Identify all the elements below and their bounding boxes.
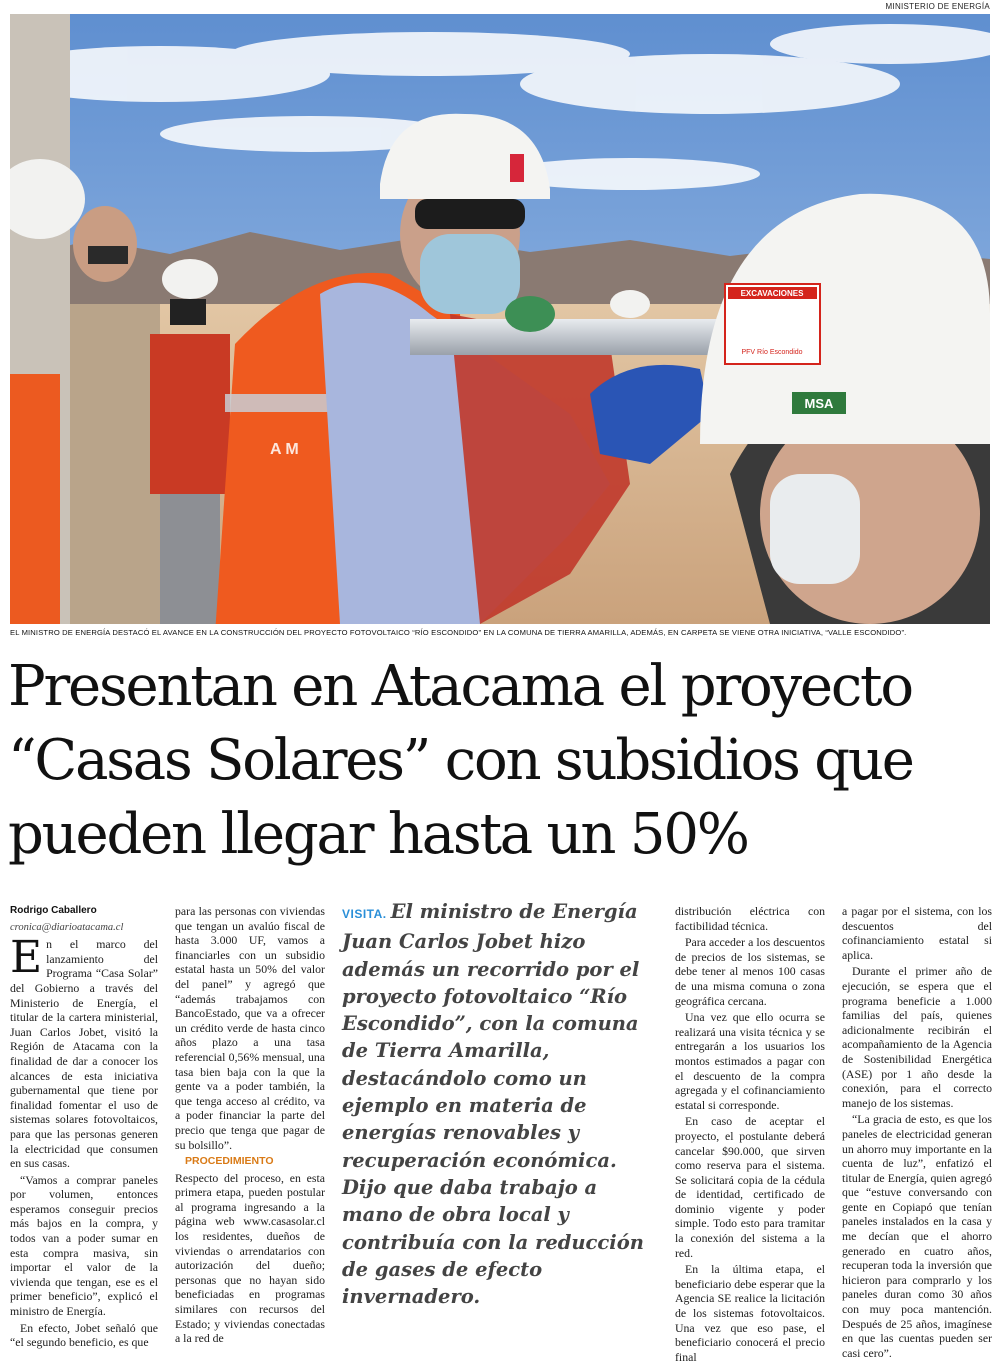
article-column-4 [842, 904, 992, 1362]
headline-line-3: pueden llegar hasta un 50% [8, 802, 748, 867]
paragraph: Una vez que ello ocurra se realizará una visita técnica y se entregarán a los usuarios los montos estimados a pagar con el descuento de la compra agregada y el cofinanciamiento estatal si corresponde. [675, 1010, 825, 1112]
paragraph: Durante el primer año de ejecución, se espera que el programa beneficie a 1.000 familias del país, quienes adicionalmente recibirán el acompañamiento de la Agencia de Sostenibilidad Energética (ASE) por 1 año desde la conexión, para el correcto manejo de los sistemas. [842, 964, 992, 1110]
article-column-1 [10, 904, 158, 1352]
paragraph: “La gracia de esto, es que los paneles de electricidad generan un ahorro muy importante en la cuenta de luz”, enfatizó el titular de Energía, quien agregó que “estuve conversando con gente en Copiapó que tenían paneles instalados en la casa y me decían que el ahorro generado en cuatro años, recuperan toda la inversión que hicieron para comprarlo y los paneles duran como 30 años con muy poca mantención. Después de 25 años, imagínese en que las cuentas pueden ser casi cero”. [842, 1112, 992, 1360]
dropcap: E [10, 932, 43, 984]
paragraph: “Vamos a comprar paneles por volumen, entonces esperamos conseguir precios más bajos en la compra, y todos van a poder sumar en esta compra masiva, sin importar el valor de la vivienda que tengan, ese es el primer beneficio”, explicó el ministro de Energía. [10, 1172, 158, 1319]
paragraph: Para acceder a los descuentos de precios de los sistemas, se debe tener al menos 100 casas de una misma comuna o zona geográfica cercana. [675, 935, 825, 1008]
headline-line-2: “Casas Solares” con subsidios que [8, 728, 913, 793]
news-photo-illustration [10, 14, 990, 624]
lead-text: n el marco del lanzamiento del Programa “Casa Solar” del Gobierno a través del Ministerio de Energía, el titular de la cartera ministerial, Juan Carlos Jobet, visitó la Región de Atacama con la finalidad de dar a conocer los alcances de esta iniciativa gubernamental que tiene por finalidad fomentar el uso de sistemas solares fotovoltaicos, para que las personas generen la electricidad que consumen en sus casas. [10, 937, 158, 1171]
sticker-title: EXCAVACIONES [740, 289, 804, 298]
news-photo [10, 14, 990, 624]
article-column-2 [175, 904, 325, 1348]
paragraph: para las personas con viviendas que tengan un avalúo fiscal de hasta 3.000 UF, vamos a financiarles con un subsidio estatal hasta un 50% del valor del panel” y agregó que “además trabajamos con BancoEstado, que va a ofrecer un crédito verde de hasta cinco años plazo a una tasa referencial 0,56% mensual, una tasa bien baja con la que la gente va a poder también, la que tenga acceso al crédito, va a poder financiar la parte del precio que tenga que pagar de su bolsillo”. [175, 904, 325, 1152]
helmet-brand: MSA [804, 396, 834, 411]
paragraph: En efecto, Jobet señaló que “el segundo beneficio, es que [10, 1320, 158, 1350]
paragraph: a pagar por el sistema, con los descuentos del cofinanciamiento estatal si aplica. [842, 904, 992, 962]
pull-quote [342, 898, 660, 1310]
lead-paragraph [10, 932, 158, 1171]
section-subhead: PROCEDIMIENTO [185, 1155, 274, 1168]
pull-quote-text: El ministro de Energía Juan Carlos Jobet hizo además un recorrido por el proyecto fotovoltaico “Río Escondido”, con la comuna de Tierra Amarilla, destacándolo como un ejemplo en materia de energías renovables y recuperación económica. Dijo que daba trabajo a mano de obra local y contribuía con la reducción de gases de efecto invernadero. [342, 900, 644, 1309]
photo-caption: EL MINISTRO DE ENERGÍA DESTACÓ EL AVANCE EN LA CONSTRUCCIÓN DEL PROYECTO FOTOVOLTAICO “RÍO ESCONDIDO” EN LA COMUNA DE TIERRA AMARILLA, ADEMÁS, EN CARPETA SE VIENE OTRA INICIATIVA, “VALLE ESCONDIDO”. [10, 628, 907, 637]
paragraph: distribución eléctrica con factibilidad técnica. [675, 904, 825, 933]
headline-line-1: Presentan en Atacama el proyecto [8, 654, 912, 719]
vest-text: A M [270, 441, 299, 458]
photo-credit: MINISTERIO DE ENERGÍA [885, 2, 990, 11]
sticker-subtitle: PFV Río Escondido [741, 349, 803, 356]
byline-email: cronica@diarioatacama.cl [10, 921, 124, 933]
paragraph: Respecto del proceso, en esta primera etapa, pueden postular al programa ingresando a la página web www.casasolar.cl los residentes, dueños de viviendas o arrendatarios con autorización del dueño; personas que no hayan sido beneficiadas en programas similares con recursos del Estado; y viviendas conectadas a la red de [175, 1170, 325, 1346]
paragraph: En caso de aceptar el proyecto, el postulante deberá cancelar $90.000, que sirven como reserva para el sistema. Se solicitará copia de la cédula de identidad, certificado de dominio vigente y poder simple. Todo esto para tramitar la conexión del sistema a la red. [675, 1114, 825, 1260]
byline-author: Rodrigo Caballero [10, 905, 97, 916]
paragraph: En la última etapa, el beneficiario debe esperar que la Agencia SE realice la licitación de los sistemas fotovoltaicos. Una vez que eso pase, el beneficiario conocerá el precio final [675, 1262, 825, 1364]
article-column-3 [675, 904, 825, 1366]
pull-quote-kicker: VISITA. [342, 907, 387, 921]
headline [8, 650, 998, 872]
